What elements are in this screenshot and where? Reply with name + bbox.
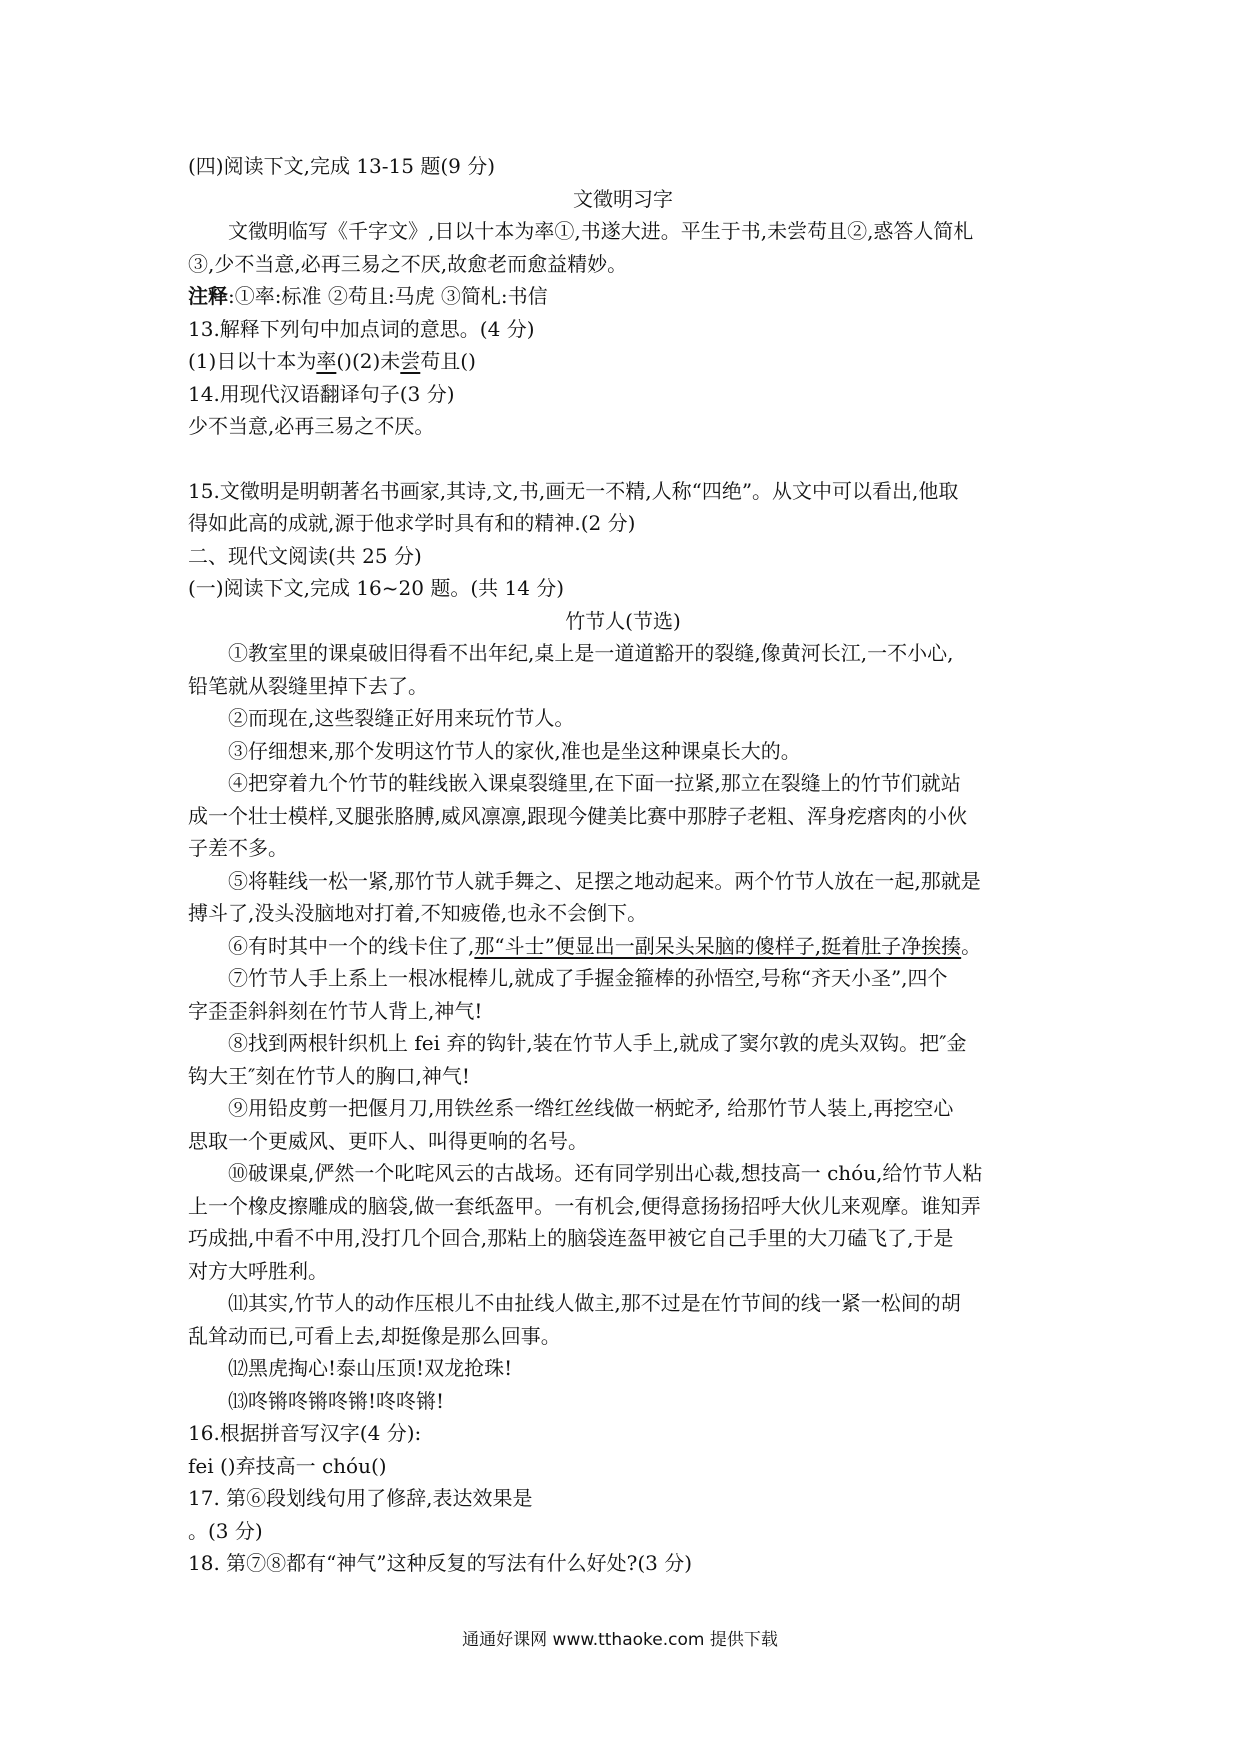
exam-page	[188, 150, 1058, 1580]
story-paragraph-line: ⑧找到两根针织机上 fei 弃的钩针,装在竹节人手上,就成了窦尔敦的虎头双钩。把″金	[228, 1031, 967, 1055]
question-15-line: 15.文徵明是明朝著名书画家,其诗,文,书,画无一不精,人称“四绝”。从文中可以看出,他取	[188, 478, 959, 503]
story-paragraph-line: 子差不多。	[188, 836, 288, 860]
p6-period: 。	[961, 933, 982, 958]
story-paragraph-line: ⒀咚锵咚锵咚锵!咚咚锵!	[228, 1388, 445, 1413]
story-paragraph-line: ⑩破课桌,俨然一个叱咤风云的古战场。还有同学别出心裁,想技高一 chóu,给竹节人粘	[228, 1161, 983, 1185]
section-header: (四)阅读下文,完成 13-15 题(9 分)	[188, 154, 496, 178]
annotation-notes	[188, 280, 1058, 313]
story-paragraph-line: ⑨用铅皮剪一把偃月刀,用铁丝系一绺红丝线做一柄蛇矛, 给那竹节人装上,再挖空心	[228, 1096, 954, 1120]
story-paragraph-line: 巧成拙,中看不中用,没打几个回合,那粘上的脑袋连盔甲被它自己手里的大刀磕飞了,于是	[188, 1226, 954, 1250]
question-14-sentence: 少不当意,必再三易之不厌。	[188, 414, 435, 438]
notes-text: :①率:标准 ②苟且:马虎 ③简札:书信	[228, 284, 548, 308]
question-13-items	[188, 345, 1058, 378]
dotted-word-lv: 率	[316, 349, 337, 373]
story-paragraph-line: ②而现在,这些裂缝正好用来玩竹节人。	[228, 706, 575, 730]
story-paragraph-line: 思取一个更威风、更吓人、叫得更响的名号。	[188, 1128, 588, 1153]
answer-blank: ()	[336, 349, 352, 373]
story-paragraph-line: 上一个橡皮擦雕成的脑袋,做一套纸盔甲。一有机会,便得意扬扬招呼大伙儿来观摩。谁知弄	[188, 1193, 981, 1218]
story-paragraph-line: ⑤将鞋线一松一紧,那竹节人就手舞之、足摆之地动起来。两个竹节人放在一起,那就是	[228, 868, 981, 893]
question-16-items: fei ()弃技高一 chóu()	[188, 1453, 387, 1478]
passage-title: 文徵明习字	[573, 186, 673, 211]
story-paragraph-line	[188, 930, 1058, 963]
classical-passage-line: 文徵明临写《千字文》,日以十本为率①,书遂大进。平生于书,未尝苟且②,惑答人简札	[228, 219, 974, 243]
part-2-header: 二、现代文阅读(共 25 分)	[188, 543, 422, 568]
story-paragraph-line: 字歪歪斜斜刻在竹节人背上,神气!	[188, 998, 483, 1023]
p6-text: ⑥有时其中一个的线卡住了,	[228, 933, 475, 958]
story-paragraph-line: ④把穿着九个竹节的鞋线嵌入课桌裂缝里,在下面一拉紧,那立在裂缝上的竹节们就站	[228, 771, 961, 795]
notes-label: 注释	[188, 284, 228, 308]
part-2-sub-header: (一)阅读下文,完成 16~20 题。(共 14 分)	[188, 576, 565, 600]
story-paragraph-line: 钩大王″刻在竹节人的胸口,神气!	[188, 1063, 470, 1088]
question-18: 18. 第⑦⑧都有“神气”这种反复的写法有什么好处?(3 分)	[188, 1551, 693, 1575]
page-footer: 通通好课网 www.tthaoke.com 提供下载	[462, 1630, 778, 1650]
question-13: 13.解释下列句中加点词的意思。(4 分)	[188, 316, 535, 341]
classical-passage-line: ③,少不当意,必再三易之不厌,故愈老而愈益精妙。	[188, 251, 628, 276]
story-paragraph-line: 成一个壮士模样,叉腿张胳膊,威风凛凛,跟现今健美比赛中那脖子老粗、浑身疙瘩肉的小伙	[188, 803, 968, 828]
story-title: 竹节人(节选)	[565, 608, 681, 633]
q13-part2-text: (2)未	[351, 349, 401, 373]
story-paragraph-line: ⑦竹节人手上系上一根冰棍棒儿,就成了手握金箍棒的孙悟空,号称“齐天小圣”,四个	[228, 966, 948, 990]
answer-blank: 苟且()	[420, 349, 476, 373]
dotted-word-chang: 尝	[400, 349, 421, 373]
story-paragraph-line: ⑿黑虎掏心!泰山压顶!双龙抢珠!	[228, 1356, 513, 1380]
question-14: 14.用现代汉语翻译句子(3 分)	[188, 381, 455, 406]
story-paragraph-line: 乱耸动而已,可看上去,却挺像是那么回事。	[188, 1323, 561, 1348]
question-16: 16.根据拼音写汉字(4 分):	[188, 1421, 422, 1445]
story-paragraph-line: ①教室里的课桌破旧得看不出年纪,桌上是一道道豁开的裂缝,像黄河长江,一不小心,	[228, 641, 954, 665]
underlined-sentence: 那“斗士”便显出一副呆头呆脑的傻样子,挺着肚子净挨揍	[474, 933, 962, 958]
answer-space	[188, 443, 1058, 475]
story-paragraph-line: 对方大呼胜利。	[188, 1258, 328, 1283]
question-17-line: 。(3 分)	[188, 1518, 263, 1543]
question-15-line: 得如此高的成就,源于他求学时具有和的精神.(2 分)	[188, 511, 636, 535]
question-17-line: 17. 第⑥段划线句用了修辞,表达效果是	[188, 1486, 533, 1510]
story-paragraph-line: 铅笔就从裂缝里掉下去了。	[188, 673, 428, 698]
story-paragraph-line: 搏斗了,没头没脑地对打着,不知疲倦,也永不会倒下。	[188, 901, 648, 925]
q13-part1-text: (1)日以十本为	[188, 349, 317, 373]
story-paragraph-line: ③仔细想来,那个发明这竹节人的家伙,准也是坐这种课桌长大的。	[228, 738, 801, 763]
story-paragraph-line: ⑾其实,竹节人的动作压根儿不由扯线人做主,那不过是在竹节间的线一紧一松间的胡	[228, 1291, 961, 1315]
